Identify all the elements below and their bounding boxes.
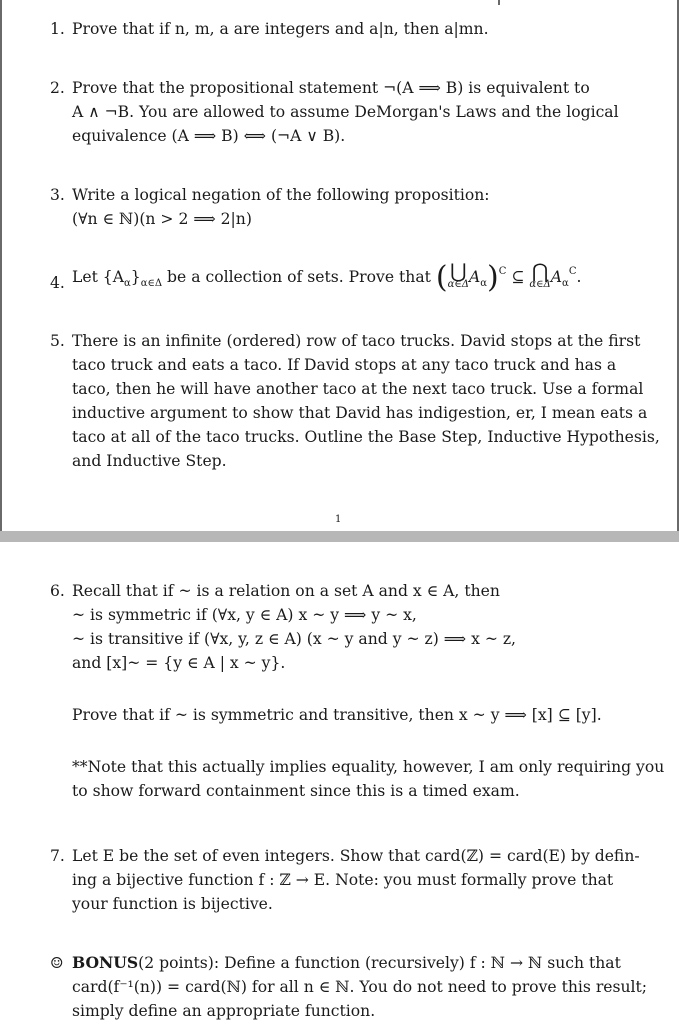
- problem-1: [50, 17, 640, 41]
- problem-text: taco, then he will have another taco at the next taco truck. Use a formal: [72, 380, 644, 398]
- problem-text: inductive argument to show that David has indigestion, er, I mean eats a: [72, 404, 648, 422]
- problem-text: ing a bijective function f : ℤ → E. Note: you must formally prove that: [72, 871, 614, 889]
- problem-text: card(f⁻¹(n)) = card(ℕ) for all n ∈ ℕ. You do not need to prove this result;: [72, 978, 648, 996]
- problem-text: Prove that the propositional statement ¬(A ⟹ B) is equivalent to: [72, 79, 590, 97]
- superscript: C: [568, 266, 577, 277]
- page-separator: [0, 531, 679, 542]
- note-text: **Note that this actually implies equality, however, I am only requiring you: [72, 758, 665, 776]
- smiley-icon: ☺: [50, 954, 64, 972]
- right-paren: ): [487, 260, 499, 295]
- complement-superscript: C: [498, 266, 507, 277]
- subscript: α∈Δ: [140, 278, 163, 289]
- problem-5: [50, 329, 660, 473]
- problem-formula: (∀n ∈ ℕ)(n > 2 ⟹ 2|n): [72, 210, 252, 228]
- problem-4: [50, 260, 640, 296]
- problem-text: A ∧ ¬B. You are allowed to assume DeMorgan's Laws and the logical: [72, 103, 619, 121]
- problem-3: [50, 183, 640, 231]
- problem-number: 4.: [50, 274, 65, 292]
- subset-symbol: ⊆: [511, 268, 525, 286]
- subscript: α: [124, 278, 131, 289]
- intersect-term: A: [550, 268, 563, 286]
- problem-number: 6.: [50, 582, 65, 600]
- note-text: to show forward containment since this is a timed exam.: [72, 782, 520, 800]
- problem-text: Prove that if n, m, a are integers and a|n, then a|mn.: [72, 20, 489, 38]
- problem-text: Write a logical negation of the following proposition:: [72, 186, 490, 204]
- set-expression: ( ⋃ α∈Δ $A_\alpha)^C$ ⊆ ⋂ α∈Δ $A_\alpha^C$.: [435, 259, 582, 295]
- left-paren: (: [435, 260, 448, 295]
- subscript: α: [480, 278, 487, 289]
- subscript: α: [562, 278, 569, 289]
- problem-number: 3.: [50, 186, 65, 204]
- bonus-points: (2 points):: [138, 954, 220, 972]
- problem-text: simply define an appropriate function.: [72, 1002, 376, 1020]
- problem-text: }: [130, 268, 141, 286]
- problem-2: [50, 76, 640, 148]
- bonus-first-line: [72, 951, 640, 975]
- problem-text: ~ is transitive if (∀x, y, z ∈ A) (x ~ y and y ~ z) ⟹ x ~ z,: [72, 630, 517, 648]
- problem-text: Let {A: [72, 268, 124, 286]
- problem-6: [50, 579, 665, 803]
- problem-text: ~ is symmetric if (∀x, y ∈ A) x ~ y ⟹ y ~ x,: [72, 606, 417, 624]
- problem-text: equivalence (A ⟹ B) ⟺ (¬A ∨ B).: [72, 127, 346, 145]
- problem-text: and [x]~ = {y ∈ A | x ~ y}.: [72, 654, 286, 672]
- union-term: A: [468, 268, 481, 286]
- problem-text: your function is bijective.: [72, 895, 273, 913]
- problem-text: taco at all of the taco trucks. Outline the Base Step, Inductive Hypothesis,: [72, 428, 660, 446]
- problem-number: 7.: [50, 847, 65, 865]
- problem-text: Let E be the set of even integers. Show that card(ℤ) = card(E) by defin-: [72, 847, 640, 865]
- problem-text: Prove that if ~ is symmetric and transitive, then x ~ y ⟹ [x] ⊆ [y].: [72, 706, 602, 724]
- page-number: 1: [335, 514, 342, 525]
- problem-7: [50, 844, 640, 916]
- problem-number: 5.: [50, 332, 65, 350]
- problem-text: Define a function (recursively) f : ℕ → ℕ such that: [224, 954, 621, 972]
- page-left-border: [0, 0, 2, 531]
- bonus-label: BONUS: [72, 953, 139, 972]
- bonus-problem: [50, 951, 648, 1023]
- page-2: [0, 542, 679, 1024]
- problem-number: 1.: [50, 20, 65, 38]
- intersection-operator: ⋂ α∈Δ: [529, 259, 551, 290]
- problem-text: Recall that if ~ is a relation on a set A and x ∈ A, then: [72, 582, 500, 600]
- problem-number: 2.: [50, 79, 65, 97]
- problem-text: There is an infinite (ordered) row of taco trucks. David stops at the first: [72, 332, 641, 350]
- problem-text: be a collection of sets. Prove that: [162, 268, 431, 286]
- problem-text: taco truck and eats a taco. If David stops at any taco truck and has a: [72, 356, 617, 374]
- problem-text: and Inductive Step.: [72, 452, 227, 470]
- union-operator: ⋃ α∈Δ: [447, 259, 469, 290]
- top-mark: [498, 0, 500, 5]
